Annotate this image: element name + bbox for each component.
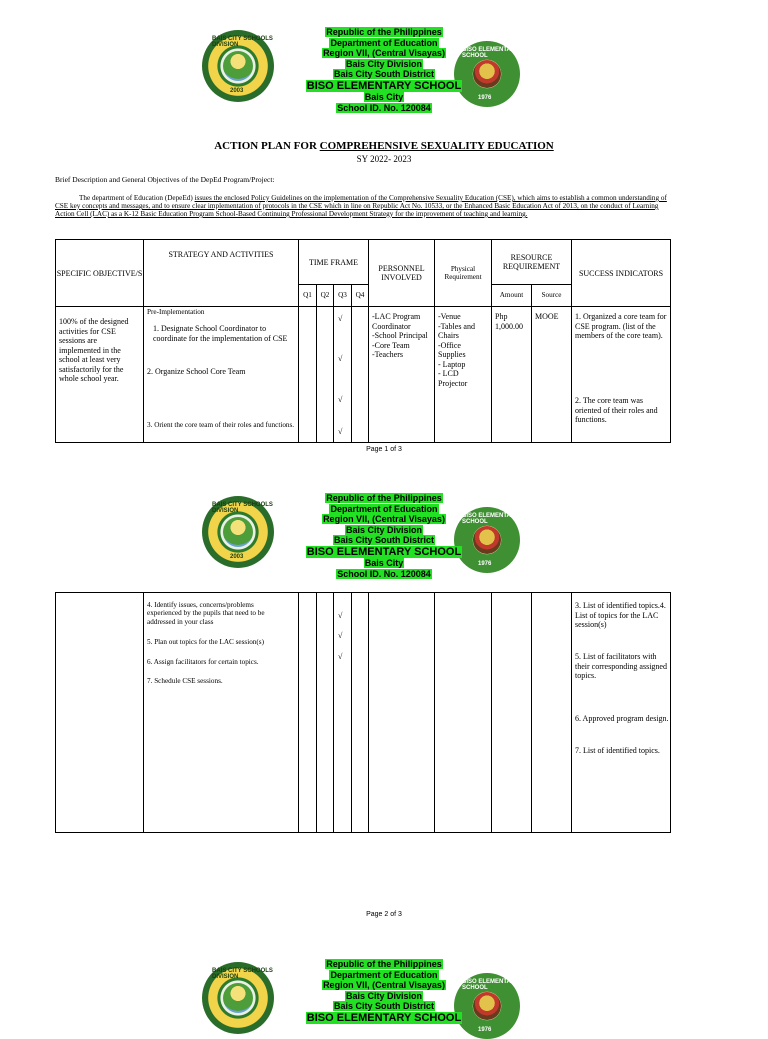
seal-left-text: BAIS CITY SCHOOLS DIVISION (212, 36, 273, 48)
success-item: 2. The core team was oriented of their roles and functions. (575, 396, 658, 424)
strategy-item: 5. Plan out topics for the LAC session(s) (147, 638, 264, 646)
check-mark: √ (338, 611, 343, 620)
division-seal-icon (202, 962, 274, 1034)
success-cell (572, 593, 671, 833)
seal-right-year: 1976 (478, 561, 492, 567)
check-mark: √ (338, 652, 343, 661)
letterhead-line: Bais City South District (333, 69, 434, 80)
school-name: BISO ELEMENTARY SCHOOL (306, 545, 462, 558)
success-item: 6. Approved program design. (575, 714, 669, 723)
letterhead-lines (296, 959, 472, 1024)
seal-left-year: 2003 (230, 88, 244, 94)
physical-cell (435, 593, 492, 833)
seal-right-text: BISO ELEMENTARY SCHOOL (462, 513, 519, 525)
personnel-item: -Teachers (372, 350, 403, 359)
letterhead-line: Department of Education (330, 37, 438, 48)
physical-item: -Tables and Chairs (438, 321, 475, 340)
letterhead-page-3 (0, 959, 768, 1033)
letterhead-line: Bais City Division (345, 990, 423, 1001)
letterhead-line: Republic of the Philippines (326, 493, 442, 503)
page-number: Page 2 of 3 (366, 911, 402, 918)
seal-right-text: BISO ELEMENTARY SCHOOL (462, 47, 519, 59)
q1-cell (299, 307, 317, 443)
check-mark: √ (338, 427, 343, 436)
letterhead-lines (296, 493, 472, 579)
strategy-cell (144, 307, 299, 443)
letterhead-line: Department of Education (330, 969, 438, 980)
source-cell: MOOE (532, 307, 572, 443)
seal-right-year: 1976 (478, 1027, 492, 1033)
success-cell (572, 307, 671, 443)
seal-left-text: BAIS CITY SCHOOLS DIVISION (212, 502, 273, 514)
amount-cell (492, 593, 532, 833)
division-seal-icon (202, 496, 274, 568)
header-q1: Q1 (299, 285, 317, 307)
success-item: 5. List of facilitators with their corresponding assigned topics. (575, 652, 667, 680)
q2-cell (317, 593, 334, 833)
header-strategy: STRATEGY AND ACTIVITIES (144, 240, 299, 307)
strategy-item: 4. Identify issues, concerns/problems experienced by the pupils that need to be addressed in your class (147, 601, 265, 626)
header-resource: RESOURCE REQUIREMENT (492, 240, 572, 285)
q3-cell (334, 593, 352, 833)
school-id: School ID. No. 120084 (337, 568, 431, 579)
letterhead-line: Bais City Division (345, 58, 423, 69)
letterhead-line: Bais City Division (345, 524, 423, 535)
seal-left-year: 2003 (230, 554, 244, 560)
header-amount: Amount (492, 285, 532, 307)
brief-label: Brief Description and General Objectives of the DepEd Program/Project: (55, 175, 275, 184)
personnel-cell (369, 593, 435, 833)
letterhead-page-2 (0, 493, 768, 585)
school-name: BISO ELEMENTARY SCHOOL (306, 79, 462, 92)
success-item: 7. List of identified topics. (575, 746, 660, 755)
objective-cell (56, 593, 144, 833)
success-item: 1. Organized a core team for CSE program. (list of the members of the core team). (575, 312, 667, 340)
seal-right-year: 1976 (478, 95, 492, 101)
personnel-item: -Core Team (372, 340, 410, 350)
action-plan-table-page-1 (55, 239, 671, 443)
q3-cell (334, 307, 352, 443)
action-plan-table-page-2 (55, 592, 671, 833)
header-source: Source (532, 285, 572, 307)
letterhead-line: Region VII, (Central Visayas) (323, 48, 445, 59)
physical-item: -Office Supplies (438, 340, 466, 359)
header-q4: Q4 (352, 285, 369, 307)
title-subject: COMPREHENSIVE SEXUALITY EDUCATION (319, 140, 554, 152)
letterhead-line: Department of Education (330, 503, 438, 514)
school-year: SY 2022- 2023 (356, 154, 412, 164)
header-time-frame: TIME FRAME (299, 240, 369, 285)
letterhead-line: Bais City South District (333, 1001, 434, 1012)
seal-right-text: BISO ELEMENTARY SCHOOL (462, 979, 519, 991)
seal-left-text: BAIS CITY SCHOOLS DIVISION (212, 968, 273, 980)
strategy-item: 6. Assign facilitators for certain topics. (147, 658, 259, 666)
header-success: SUCCESS INDICATORS (572, 240, 671, 307)
school-city: Bais City (364, 91, 404, 102)
letterhead-page-1 (0, 27, 768, 119)
letterhead-line: Region VII, (Central Visayas) (323, 980, 445, 991)
school-name: BISO ELEMENTARY SCHOOL (306, 1011, 462, 1024)
objective-cell: 100% of the designed activities for CSE sessions are implemented in the school at least very satisfactorily for the whole school year. (56, 307, 144, 443)
page-number: Page 1 of 3 (366, 446, 402, 453)
check-mark: √ (338, 631, 343, 640)
physical-cell (435, 307, 492, 443)
personnel-item: -LAC Program Coordinator (372, 312, 421, 331)
letterhead-line: Republic of the Philippines (326, 27, 442, 37)
school-city: Bais City (364, 557, 404, 568)
phase-label: Pre-Implementation (147, 308, 205, 316)
document-title: ACTION PLAN FOR COMPREHENSIVE SEXUALITY EDUCATION (214, 140, 554, 152)
q2-cell (317, 307, 334, 443)
school-id: School ID. No. 120084 (337, 102, 431, 113)
personnel-item: -School Principal (372, 331, 428, 340)
source-cell (532, 593, 572, 833)
personnel-cell (369, 307, 435, 443)
q1-cell (299, 593, 317, 833)
physical-item: -Venue (438, 312, 461, 321)
letterhead-lines (296, 27, 472, 113)
q4-cell (352, 593, 369, 833)
letterhead-line: Bais City South District (333, 535, 434, 546)
check-mark: √ (338, 354, 343, 363)
q4-cell (352, 307, 369, 443)
letterhead-line: Republic of the Philippines (326, 959, 442, 969)
check-mark: √ (338, 314, 343, 323)
strategy-cell (144, 593, 299, 833)
header-personnel: PERSONNEL INVOLVED (369, 240, 435, 307)
strategy-item: 7. Schedule CSE sessions. (147, 677, 223, 685)
physical-item: - Laptop (438, 359, 466, 369)
brief-paragraph: The department of Education (DepeEd) issues the enclosed Policy Guidelines on the implementation of the Comprehensive Sexuality Education (CSE), which aims to establish a common understanding of CSE key concepts and messages, and to ensure clear implementation of protocols in the CSE which in line on Republic Act No. 10533, or the Enhanced Basic Education Act of 2013, on the conduct of Learning Action Cell (LAC) as a K-12 Basic Education Program School-Based Continuing Professional Development Strategy for the improvement of teaching and learning. (55, 194, 667, 218)
header-q3: Q3 (334, 285, 352, 307)
header-objective: SPECIFIC OBJECTIVE/S (56, 240, 144, 307)
letterhead-line: Region VII, (Central Visayas) (323, 514, 445, 525)
strategy-item: 2. Organize School Core Team (147, 367, 246, 376)
check-mark: √ (338, 395, 343, 404)
success-item: 3. List of identified topics.4. List of topics for the LAC session(s) (575, 601, 666, 629)
strategy-item: 3. Orient the core team of their roles and functions. (147, 421, 295, 429)
header-physical: Physical Requirement (435, 240, 492, 307)
strategy-item: 1. Designate School Coordinator to coordinate for the implementation of CSE (153, 324, 288, 343)
division-seal-icon (202, 30, 274, 102)
header-q2: Q2 (317, 285, 334, 307)
amount-cell: Php 1,000.00 (492, 307, 532, 443)
physical-item: - LCD Projector (438, 369, 468, 388)
